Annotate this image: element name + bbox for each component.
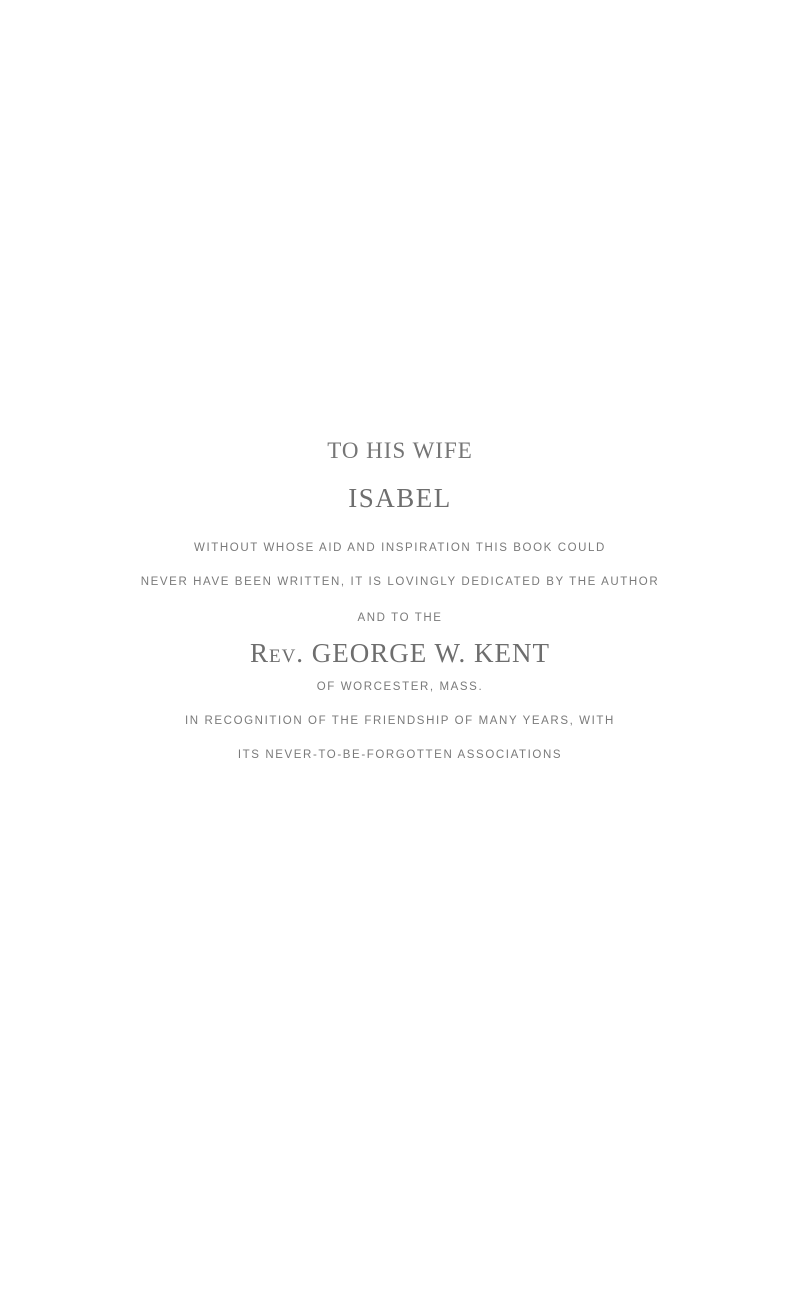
dedication-text-line: IN RECOGNITION OF THE FRIENDSHIP OF MANY YEARS, WITH [185, 715, 615, 727]
second-dedicatee [0, 638, 800, 669]
dedication-text-line: OF WORCESTER, MASS. [316, 681, 484, 693]
dedication-text-line: ITS NEVER-TO-BE-FORGOTTEN ASSOCIATIONS [237, 749, 563, 761]
title-prefix: Rev. [249, 638, 305, 668]
dedication-text-line: WITHOUT WHOSE AID AND INSPIRATION THIS BOOK COULD [194, 542, 606, 554]
dedication-text-line: NEVER HAVE BEEN WRITTEN, IT IS LOVINGLY DEDICATED BY THE AUTHOR [140, 576, 660, 588]
second-dedicatee-name: GEORGE W. KENT [311, 638, 551, 668]
dedicatee-name: ISABEL [348, 483, 452, 513]
dedication-heading: TO HIS WIFE [327, 438, 473, 463]
dedication-text-line: AND TO THE [357, 612, 443, 624]
